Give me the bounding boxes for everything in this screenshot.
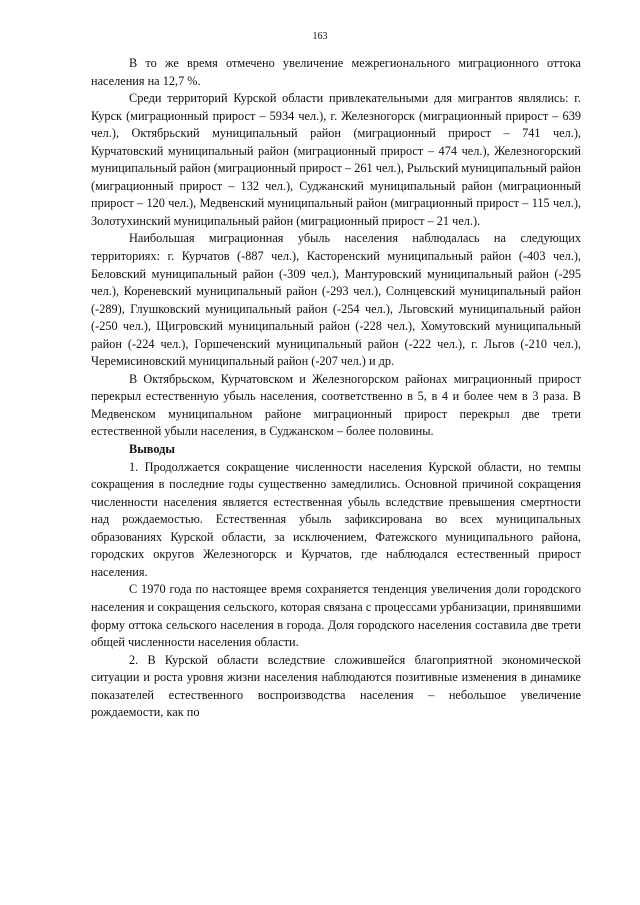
conclusion-item-2: 2. В Курской области вследствие сложившейся благоприятной экономической ситуации и роста уровня жизни населения наблюдаются позитивные изменения в динамике показателей естественного воспроизводства населения – небольшое увеличение рождаемости, как по	[91, 652, 581, 720]
conclusion-item-1: 1. Продолжается сокращение численности населения Курской области, но темпы сокращения в последние годы существенно замедлились. Основной причиной сокращения численности населения является естественная убыль вследствие превышения смертности над рождаемостью. Естественная убыль зафиксирована во всех муниципальных образованиях Курской области, за исключением, Фатежского муниципального района, городских округов Железногорск и Курчатов, где наблюдался естественный прирост населения.	[91, 459, 581, 579]
paragraph-migration-loss: Наибольшая миграционная убыль населения наблюдалась на следующих территориях: г. Курчатов (-887 чел.), Касторенский муниципальный район (-403 чел.), Беловский муниципальный район (-309 чел.), Мантуровский муниципальный район (-295 чел.), Кореневский муниципальный район (-293 чел.), Солнцевский муниципальный район (-289), Глушковский муниципальный район (-254 чел.), Льговский муниципальный район (-250 чел.), Щигровский муниципальный район (-228 чел.), Хомутовский муниципальный район (-224 чел.), Горшеченский муниципальный район (-222 чел.), г. Льгов (-210 чел.), Черемисиновский муниципальный район (-207 чел.) и др.	[91, 231, 581, 369]
paragraph-migration-outflow: В то же время отмечено увеличение межрегионального миграционного оттока населения на 12,7 %.	[91, 56, 581, 88]
paragraph-attractive-territories: Среди территорий Курской области привлекательными для мигрантов являлись: г. Курск (миграционный прирост – 5934 чел.), г. Железногорск (миграционный прирост – 639 чел.), Октябрьский муниципальный район (миграционный прирост – 741 чел.), Курчатовский муниципальный район (миграционный прирост – 474 чел.), Железногорский муниципальный район (миграционный прирост – 261 чел.), Рыльский муниципальный район (миграционный прирост – 132 чел.), Суджанский муниципальный район (миграционный прирост – 120 чел.), Медвенский муниципальный район (миграционный прирост – 115 чел.), Золотухинский муниципальный район (миграционный прирост – 21 чел.).	[91, 91, 581, 228]
page-number: 163	[312, 31, 328, 42]
paragraph-migration-vs-natural: В Октябрьском, Курчатовском и Железногорском районах миграционный прирост перекрыл естественную убыль населения, соответственно в 5, в 4 и более чем в 3 раза. В Медвенском муниципальном районе миграционный прирост перекрыл две трети естественной убыли населения, в Суджанском – более половины.	[91, 371, 581, 439]
conclusion-urbanization: С 1970 года по настоящее время сохраняется тенденция увеличения доли городского населения и сокращения сельского, которая связана с процессами урбанизации, принявшими форму оттока сельского населения в города. Доля городского населения составила две трети общей численности населения области.	[91, 582, 581, 650]
body-text	[91, 55, 581, 722]
section-heading-conclusions: Выводы	[129, 442, 175, 457]
